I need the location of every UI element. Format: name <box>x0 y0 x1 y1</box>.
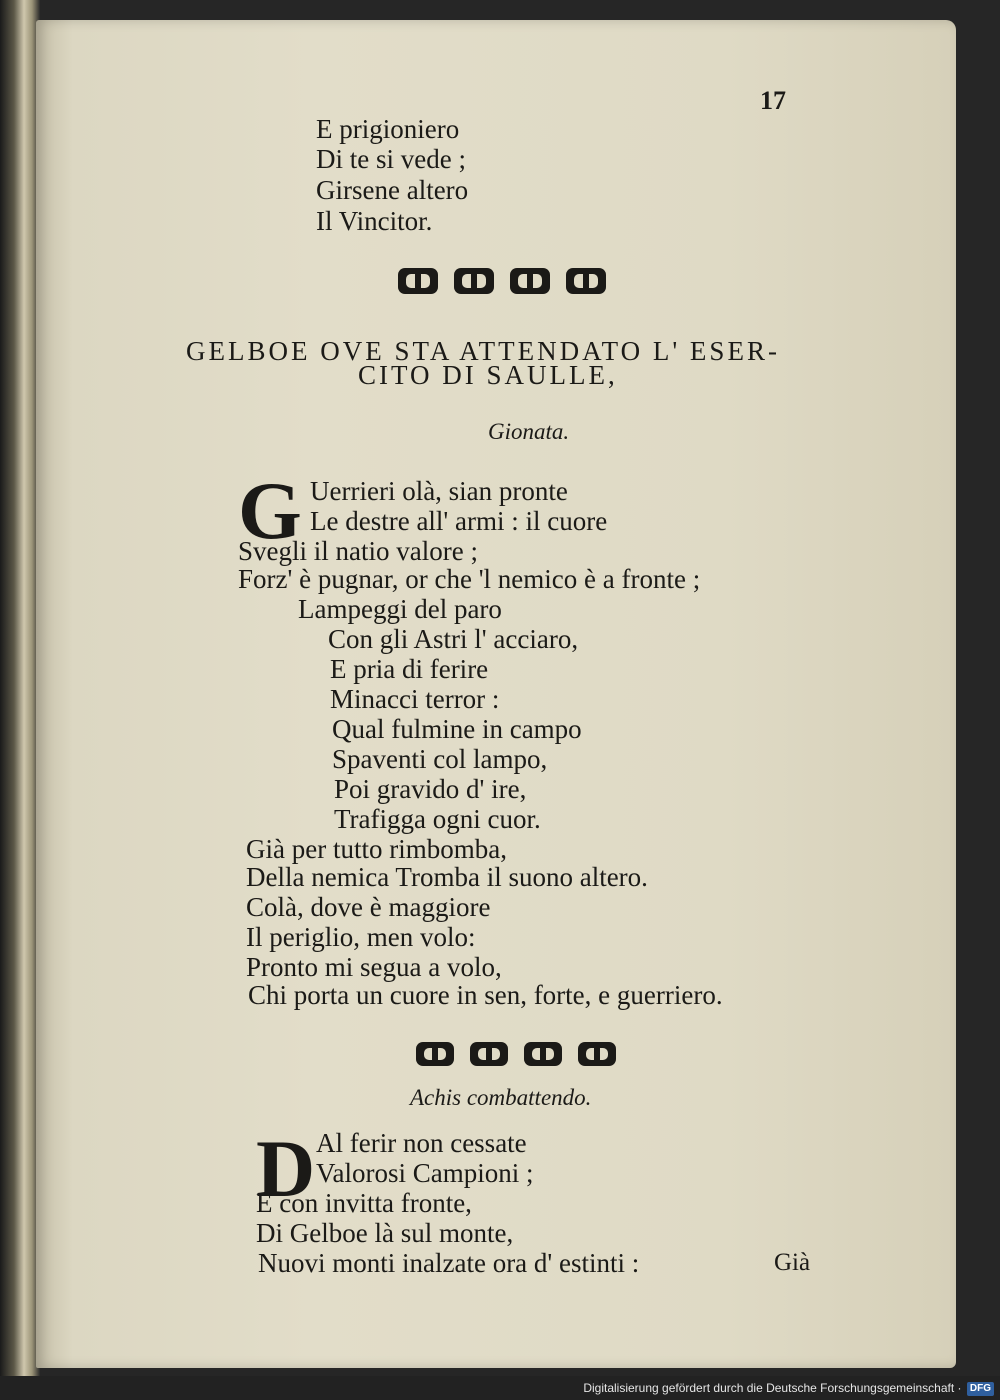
digitization-credit-bar <box>0 1376 1000 1400</box>
verse-line: Di Gelboe là sul monte, <box>256 1218 514 1248</box>
verse-line: Poi gravido d' ire, <box>334 774 527 804</box>
verse-line: E con invitta fronte, <box>256 1188 472 1218</box>
verse-line: Il periglio, men volo: <box>246 922 476 952</box>
credit-text: Digitalisierung gefördert durch die Deutsche Forschungsgemeinschaft <box>583 1381 955 1395</box>
verse-line: Spaventi col lampo, <box>332 744 548 774</box>
typographic-ornament <box>414 1038 618 1072</box>
drop-cap: G <box>238 465 302 556</box>
speaker-name: Gionata. <box>488 419 570 444</box>
verse-line: Il Vincitor. <box>316 206 433 236</box>
verse-line: Chi porta un cuore in sen, forte, e guerriero. <box>248 980 723 1010</box>
verse-line: Colà, dove è maggiore <box>246 892 491 922</box>
verse-line: Forz' è pugnar, or che 'l nemico è a fronte ; <box>238 564 701 594</box>
verse-line: Al ferir non cessate <box>316 1128 527 1158</box>
verse-line: Minacci terror : <box>330 684 500 714</box>
verse-line: Pronto mi segua a volo, <box>246 952 502 982</box>
verse-line: Qual fulmine in campo <box>332 714 582 744</box>
verse-line: Le destre all' armi : il cuore <box>310 506 608 536</box>
typographic-ornament <box>396 262 608 300</box>
scene-heading-line: GELBOE OVE STA ATTENDATO L' ESER- <box>186 336 780 366</box>
speaker-name: Achis combattendo. <box>410 1085 592 1110</box>
verse-line: E pria di ferire <box>330 654 489 684</box>
verse-line: Di te si vede ; <box>316 144 466 174</box>
book-binding-edge <box>0 0 40 1400</box>
verse-line: E prigioniero <box>316 114 460 144</box>
page-number: 17 <box>760 86 786 115</box>
dfg-logo-icon: DFG <box>967 1382 994 1396</box>
drop-cap: D <box>256 1123 316 1214</box>
verse-line: Nuovi monti inalzate ora d' estinti : <box>258 1248 640 1278</box>
verse-line: Della nemica Tromba il suono altero. <box>246 862 648 892</box>
verse-line: Uerrieri olà, sian pronte <box>310 476 568 506</box>
scene-heading-line: CITO DI SAULLE, <box>358 360 618 390</box>
verse-line: Girsene altero <box>316 175 469 205</box>
catchword: Già <box>774 1249 811 1276</box>
verse-line: Lampeggi del paro <box>298 594 502 624</box>
verse-line: Con gli Astri l' acciaro, <box>328 624 579 654</box>
verse-line: Svegli il natio valore ; <box>238 536 478 566</box>
separator-dot: · <box>957 1381 965 1395</box>
verse-line: Già per tutto rimbomba, <box>246 834 507 864</box>
verse-line: Trafigga ogni cuor. <box>334 804 541 834</box>
verse-line: Valorosi Campioni ; <box>316 1158 534 1188</box>
